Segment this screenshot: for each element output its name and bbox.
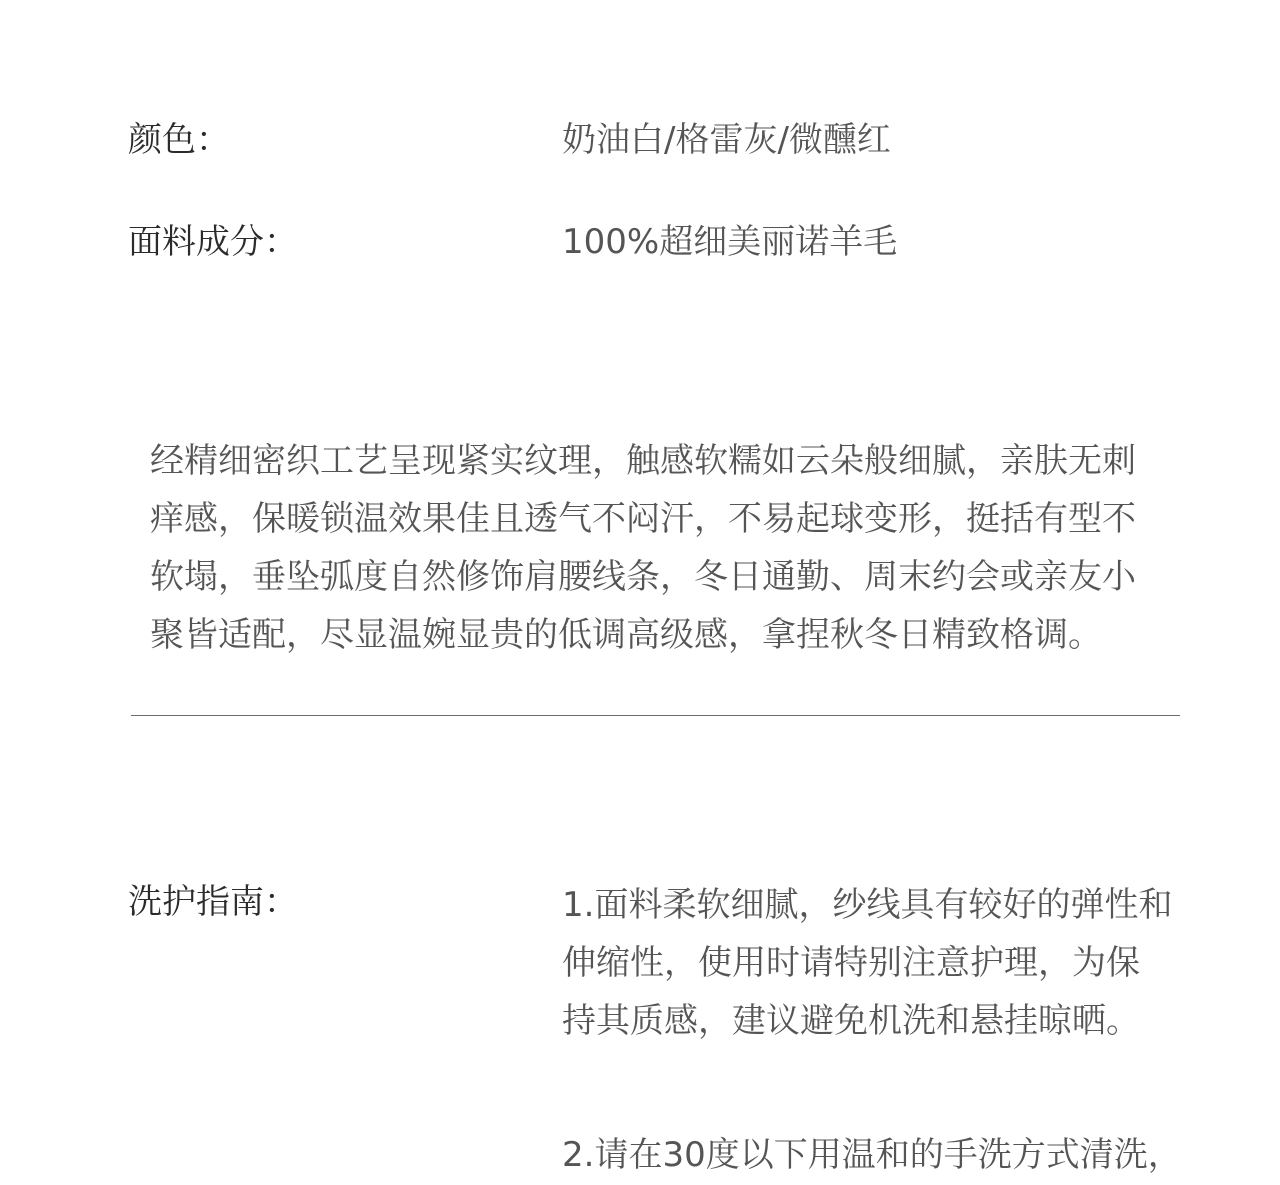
care-item-line: 伸缩性，使用时请特别注意护理，为保 (562, 943, 1140, 983)
product-description (150, 432, 1180, 664)
spec-label-fabric: 面料成分： (128, 222, 298, 262)
care-item-1 (562, 876, 1172, 1050)
care-item-line: 1.面料柔软细腻，纱线具有较好的弹性和 (562, 885, 1173, 925)
description-line: 聚皆适配，尽显温婉显贵的低调高级感，拿捏秋冬日精致格调。 (150, 615, 1102, 655)
spec-value-fabric: 100%超细美丽诺羊毛 (562, 222, 898, 262)
care-guide-label: 洗护指南： (128, 882, 298, 922)
care-item-line: 2.请在30度以下用温和的手洗方式清洗， (562, 1135, 1182, 1175)
spec-value-color: 奶油白/格雷灰/微醺红 (562, 120, 891, 160)
description-line: 痒感，保暖锁温效果佳且透气不闷汗，不易起球变形，挺括有型不 (150, 499, 1136, 539)
description-line: 软塌，垂坠弧度自然修饰肩腰线条，冬日通勤、周末约会或亲友小 (150, 557, 1136, 597)
care-item-2 (562, 1126, 1182, 1184)
care-item-line: 持其质感，建议避免机洗和悬挂晾晒。 (562, 1001, 1140, 1041)
spec-label-color: 颜色： (128, 120, 230, 160)
description-line: 经精细密织工艺呈现紧实纹理，触感软糯如云朵般细腻，亲肤无刺 (150, 441, 1136, 481)
section-divider (131, 715, 1180, 716)
